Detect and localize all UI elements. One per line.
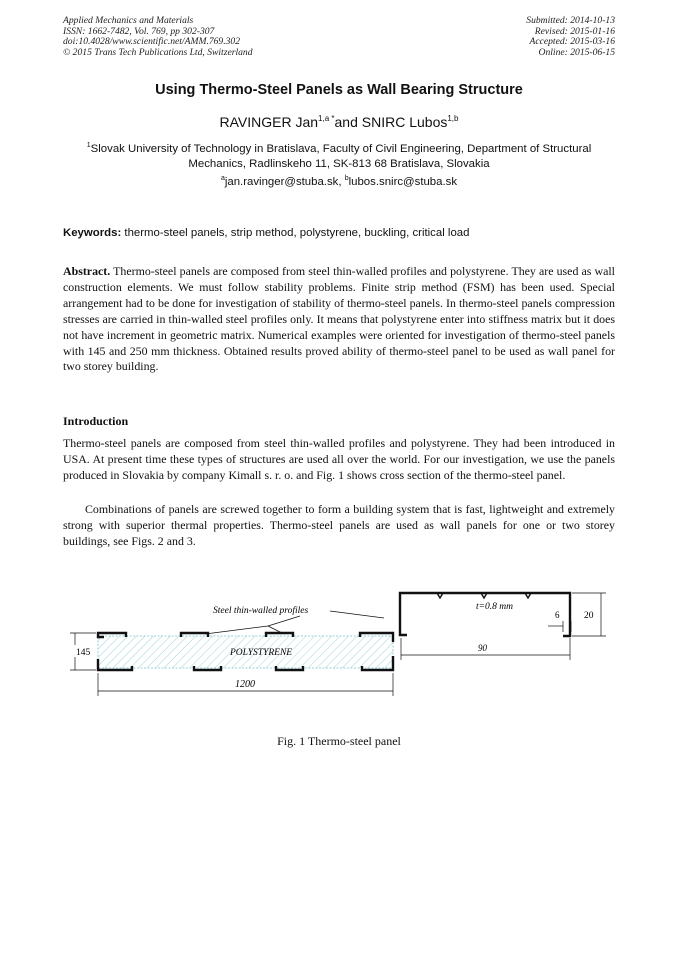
keywords-text: thermo-steel panels, strip method, polystyrene, buckling, critical load	[121, 227, 470, 239]
label-steel-profiles: Steel thin-walled profiles	[213, 606, 309, 616]
keywords	[63, 227, 615, 239]
accepted-date: Accepted: 2015-03-16	[529, 36, 615, 47]
dim-145: 145	[76, 648, 91, 658]
label-polystyrene: POLYSTYRENE	[230, 648, 293, 658]
dim-1200: 1200	[235, 679, 255, 690]
email-b-sup: b	[344, 175, 349, 182]
keywords-label: Keywords:	[63, 227, 122, 239]
submitted-date: Submitted: 2014-10-13	[526, 15, 615, 26]
c-profile-detail	[400, 593, 570, 636]
dim-thickness: t=0.8 mm	[476, 602, 514, 612]
issn-line: ISSN: 1662-7482, Vol. 769, pp 302-307	[63, 25, 215, 37]
author-2-sup: 1,b	[447, 114, 459, 123]
email-line	[0, 175, 678, 188]
email-b[interactable]: lubos.snirc@stuba.sk	[348, 176, 458, 188]
copyright-line: © 2015 Trans Tech Publications Ltd, Switzerland	[63, 46, 253, 58]
author-1: RAVINGER Jan	[219, 114, 319, 130]
affiliation	[80, 138, 598, 172]
online-date: Online: 2015-06-15	[538, 46, 615, 58]
abstract	[63, 264, 615, 375]
intro-paragraph-1: Thermo-steel panels are composed from steel thin-walled profiles and polystyrene. They had been introduced in USA. At present time these types of structures are used all over the world. For our investigation, we use the panels produced in Slovakia by company Kimall s. r. o. and Fig. 1 shows cross section of the thermo-steel panel.	[63, 436, 615, 482]
dimension-6	[548, 621, 571, 632]
abstract-text: Thermo-steel panels are composed from steel thin-walled profiles and polystyrene. They are used as wall construction elements. We must follow stability problems. Finite strip method (FSM) has been used. Special arrangement had to be done for investigation of stability of thermo-steel panels. In thermo-steel panels compression stresses are carried in thin-walled steel profiles only. It means that polystyrene enter into stiffness matrix but it does not have increment in geometric matrix. Numerical examples were oriented for investigation of thermo-steel panels with 145 and 250 mm thickness. Obtained results proved ability of thermo-steel panel to be used as wall panel for two storey building.	[63, 264, 615, 374]
dates-header	[526, 16, 615, 58]
figure-caption: Fig. 1 Thermo-steel panel	[277, 734, 401, 748]
intro-paragraph-2: Combinations of panels are screwed together to form a building system that is fast, lightweight and extremely strong with superior thermal properties. Thermo-steel panels are used as wall panels for one or two storey buildings, see Figs. 2 and 3.	[63, 502, 615, 548]
section-heading-introduction: Introduction	[63, 414, 129, 428]
author-1-sup: 1,a *	[318, 114, 335, 123]
abstract-label: Abstract.	[63, 264, 111, 278]
dim-20: 20	[584, 611, 594, 621]
dim-90: 90	[478, 643, 487, 653]
affiliation-text: Slovak University of Technology in Bratislava, Faculty of Civil Engineering, Department of Structural Mechanics, Radlinskeho 11, SK-813 68 Bratislava, Slovakia	[90, 143, 592, 170]
author-2: and SNIRC Lubos	[334, 114, 448, 130]
affiliation-sup: 1	[86, 142, 91, 149]
email-a[interactable]: jan.ravinger@stuba.sk,	[224, 176, 345, 188]
dim-6: 6	[555, 610, 560, 620]
journal-header	[63, 16, 253, 58]
paper-title: Using Thermo-Steel Panels as Wall Bearing Structure	[155, 82, 523, 98]
doi-line: doi:10.4028/www.scientific.net/AMM.769.302	[63, 36, 241, 47]
author-line	[0, 114, 678, 130]
journal-name: Applied Mechanics and Materials	[63, 15, 194, 26]
figure-thermo-steel-panel	[0, 570, 678, 710]
revised-date: Revised: 2015-01-16	[534, 25, 615, 37]
email-a-sup: a	[220, 175, 225, 182]
